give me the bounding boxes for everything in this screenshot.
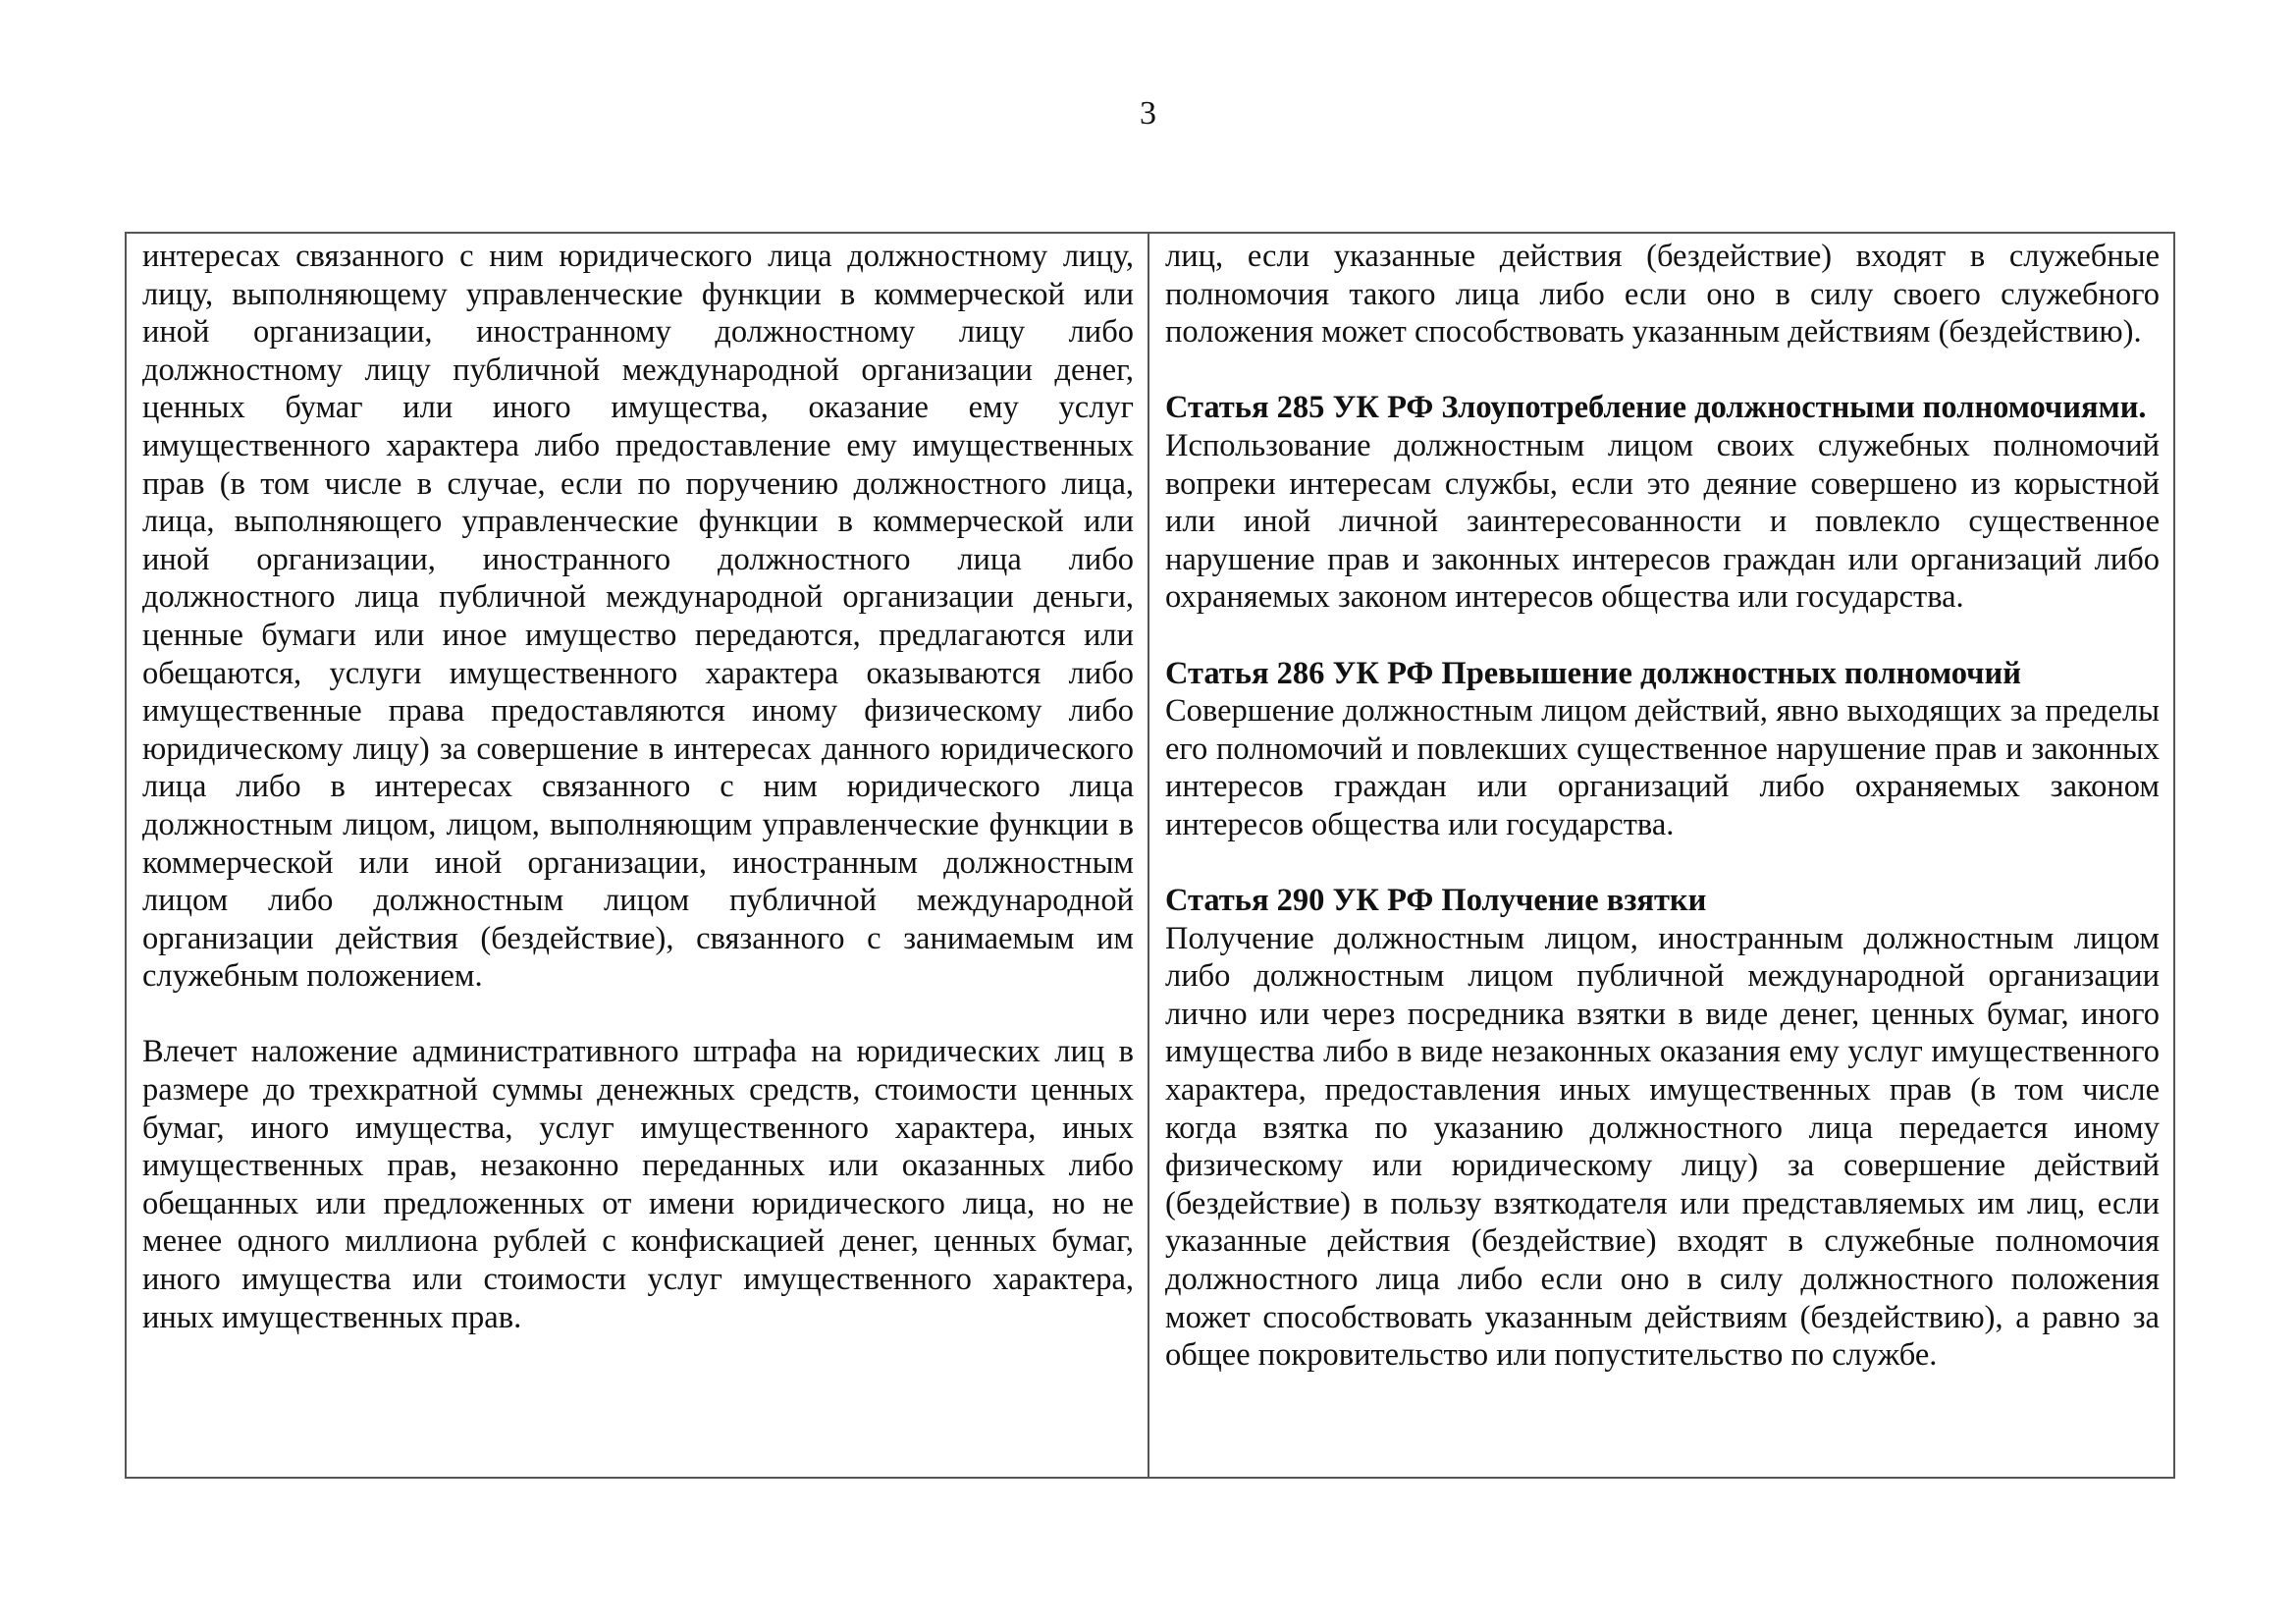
article-290-text: Получение должностным лицом, иностранным должностным лицом либо должностным лицом публичной международной организации лично или через посредника взятки в виде денег, ценных бумаг, иного имущества либо в виде незаконных оказания ему услуг имущественного характера, предоставления иных имущественных прав (в том числе когда взятка по указанию должностного лица передается иному физическому или юридическому лицу) за совершение действий (бездействие) в пользу взяткодателя или представляемых им лиц, если указанные действия (бездействие) входят в служебные полномочия должностного лица либо если оно в силу должностного положения может способствовать указанным действиям (бездействию), а равно за общее покровительство или попустительство по службе. (1165, 920, 2160, 1374)
article-285-title: Статья 285 УК РФ Злоупотребление должностными полномочиями. (1165, 390, 2147, 426)
page-number: 3 (1140, 95, 1156, 132)
article-286-text: Совершение должностным лицом действий, явно выходящих за пределы его полномочий и повлекших существенное нарушение прав и законных интересов граждан или организаций либо охраняемых законом интересов общества или государства. (1165, 693, 2160, 842)
right-column (1149, 234, 2173, 1477)
article-290-title: Статья 290 УК РФ Получение взятки (1165, 883, 1707, 919)
left-paragraph-continuation: интересах связанного с ним юридического лица должностному лицу, лицу, выполняющему управленческие функции в коммерческой или иной организации, иностранному должностному лицу либо должностному лицу публичной международной организации денег, ценных бумаг или иного имущества, оказание ему услуг имущественного характера либо предоставление ему имущественных прав (в том числе в случае, если по поручению должностного лица, лица, выполняющего управленческие функции в коммерческой или иной организации, иностранного должностного лица либо должностного лица публичной международной организации деньги, ценные бумаги или иное имущество передаются, предлагаются или обещаются, услуги имущественного характера оказываются либо имущественные права предоставляются иному физическому либо юридическому лицу) за совершение в интересах данного юридического лица либо в интересах связанного с ним юридического лица должностным лицом, лицом, выполняющим управленческие функции в коммерческой или иной организации, иностранным должностным лицом либо должностным лицом публичной международной организации действия (бездействие), связанного с занимаемым им служебным положением. (142, 239, 1134, 995)
left-paragraph-penalty: Влечет наложение административного штрафа на юридических лиц в размере до трехкратной суммы денежных средств, стоимости ценных бумаг, иного имущества, услуг имущественного характера, иных имущественных прав, незаконно переданных или оказанных либо обещанных или предложенных от имени юридического лица, но не менее одного миллиона рублей с конфискацией денег, ценных бумаг, иного имущества или стоимости услуг имущественного характера, иных имущественных прав. (142, 1034, 1134, 1335)
right-intro-paragraph: лиц, если указанные действия (бездействие) входят в служебные полномочия такого лица либо если оно в силу своего служебного положения может способствовать указанным действиям (бездействию). (1165, 239, 2160, 351)
article-286-title: Статья 286 УК РФ Превышение должностных полномочий (1165, 655, 2021, 691)
article-285-text: Использование должностным лицом своих служебных полномочий вопреки интересам службы, если это деяние совершено из корыстной или иной личной заинтересованности и повлекло существенное нарушение прав и законных интересов граждан или организаций либо охраняемых законом интересов общества или государства. (1165, 427, 2160, 616)
left-column (127, 234, 1149, 1477)
content-table (125, 232, 2175, 1479)
